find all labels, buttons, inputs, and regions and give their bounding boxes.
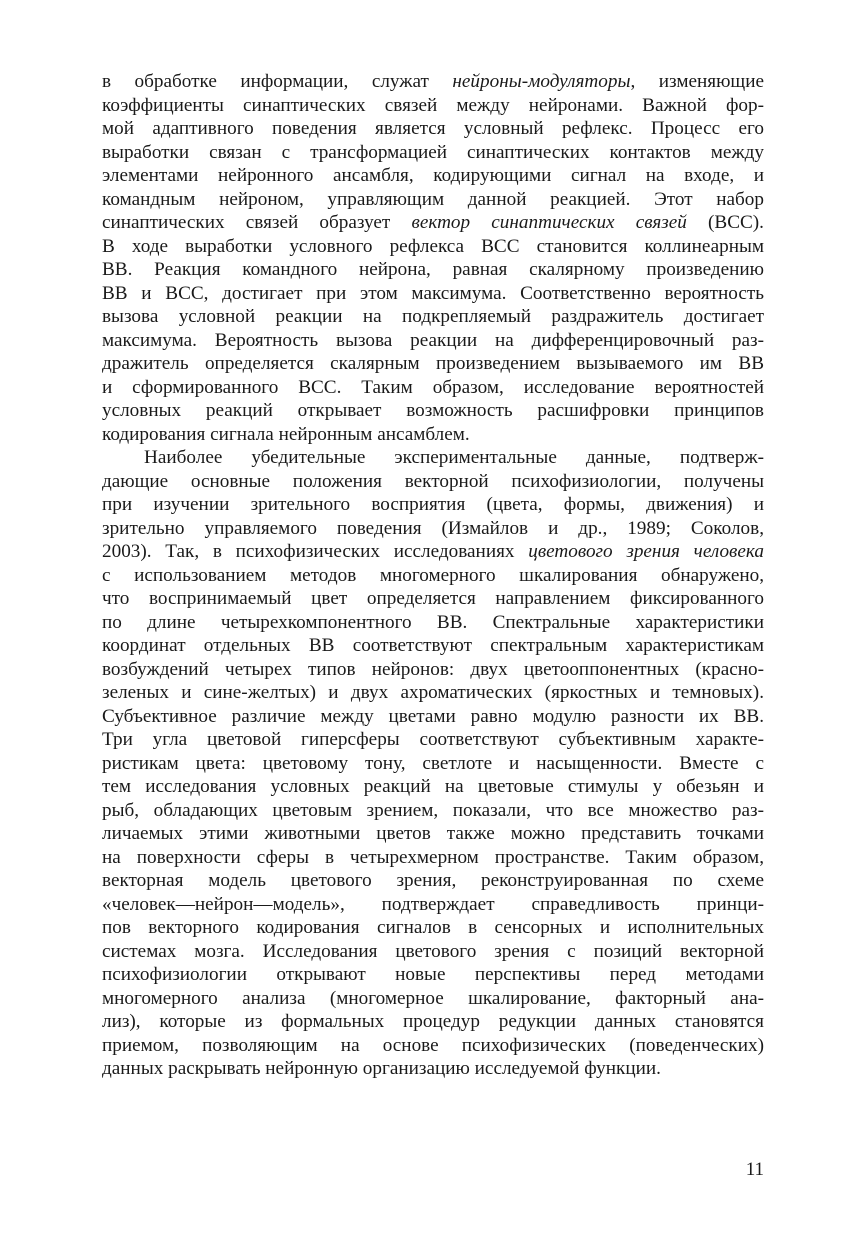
- text-line: [102, 399, 764, 423]
- text-line: [102, 305, 764, 329]
- text-line: [102, 822, 764, 846]
- text-line: [102, 517, 764, 541]
- text-segment: при изучении зрительного восприятия (цвета, формы, движения) и: [102, 494, 764, 515]
- text-line: [102, 1010, 764, 1034]
- text-segment: координат отдельных ВВ соответствуют спектральным характеристикам: [102, 635, 764, 656]
- page-body: [102, 70, 764, 1081]
- text-segment: рыб, обладающих цветовым зрением, показали, что все множество раз-: [102, 799, 764, 821]
- text-segment: ристикам цвета: цветовому тону, светлоте и насыщенности. Вместе с: [102, 752, 764, 774]
- text-segment: дражитель определяется скалярным произведением вызываемого им ВВ: [102, 353, 764, 374]
- text-line: [102, 164, 764, 188]
- text-segment: в обработке информации, служат: [102, 71, 453, 92]
- text-line: [102, 141, 764, 165]
- text-segment: системах мозга. Исследования цветового зрения с позиций векторной: [102, 940, 764, 962]
- text-segment: тем исследования условных реакций на цветовые стимулы у обезьян и: [102, 776, 764, 797]
- text-segment: векторная модель цветового зрения, реконструированная по схеме: [102, 870, 764, 891]
- text-segment: зеленых и сине-желтых) и двух ахроматических (яркостных и темновых).: [102, 682, 764, 703]
- text-segment: кодирования сигнала нейронным ансамблем.: [102, 423, 470, 445]
- text-line: [102, 587, 764, 611]
- text-segment: приемом, позволяющим на основе психофизических (поведенческих): [102, 1034, 764, 1056]
- text-line: [102, 211, 764, 235]
- text-line: [102, 540, 764, 564]
- text-segment: зрительно управляемого поведения (Измайлов и др., 1989; Соколов,: [102, 517, 764, 539]
- text-segment: выработки связан с трансформацией синаптических контактов между: [102, 141, 764, 163]
- text-segment: 2003). Так, в психофизических исследованиях: [102, 541, 529, 562]
- text-line: [102, 235, 764, 259]
- italic-term: вектор синаптических связей: [411, 212, 687, 233]
- text-line: [102, 799, 764, 823]
- text-line: [102, 963, 764, 987]
- text-line: [102, 916, 764, 940]
- text-line: [102, 940, 764, 964]
- text-segment: пов векторного кодирования сигналов в сенсорных и исполнительных: [102, 917, 764, 938]
- text-line: [102, 258, 764, 282]
- text-segment: с использованием методов многомерного шкалирования обнаружено,: [102, 564, 764, 586]
- text-line: [102, 775, 764, 799]
- text-segment: лиз), которые из формальных процедур редукции данных становятся: [102, 1011, 764, 1032]
- page-number: 11: [745, 1159, 764, 1180]
- text-line: [102, 446, 764, 470]
- text-segment: мой адаптивного поведения является условный рефлекс. Процесс его: [102, 118, 764, 139]
- text-line: [102, 352, 764, 376]
- text-line: [102, 728, 764, 752]
- text-segment: данных раскрывать нейронную организацию исследуемой функции.: [102, 1058, 661, 1079]
- text-segment: по длине четырехкомпонентного ВВ. Спектральные характеристики: [102, 611, 764, 633]
- text-line: [102, 493, 764, 517]
- text-segment: на поверхности сферы в четырехмерном пространстве. Таким образом,: [102, 846, 764, 868]
- text-segment: элементами нейронного ансамбля, кодирующими сигнал на входе, и: [102, 165, 764, 186]
- text-segment: вызова условной реакции на подкрепляемый раздражитель достигает: [102, 306, 764, 327]
- text-line: [102, 1057, 764, 1081]
- text-segment: психофизиологии открывают новые перспективы перед методами: [102, 964, 764, 985]
- text-segment: максимума. Вероятность вызова реакции на дифференцировочный раз-: [102, 329, 764, 351]
- text-line: [102, 117, 764, 141]
- text-line: [102, 94, 764, 118]
- text-line: [102, 987, 764, 1011]
- text-segment: многомерного анализа (многомерное шкалирование, факторный ана-: [102, 987, 764, 1009]
- text-line: [102, 752, 764, 776]
- text-segment: командным нейроном, управляющим данной реакцией. Этот набор: [102, 188, 764, 210]
- text-segment: дающие основные положения векторной психофизиологии, получены: [102, 470, 764, 492]
- text-line: [102, 705, 764, 729]
- text-line: [102, 70, 764, 94]
- text-line: [102, 376, 764, 400]
- text-segment: и сформированного ВСС. Таким образом, исследование вероятностей: [102, 376, 764, 398]
- text-line: [102, 869, 764, 893]
- text-line: [102, 1034, 764, 1058]
- text-line: [102, 658, 764, 682]
- text-line: [102, 846, 764, 870]
- text-line: [102, 634, 764, 658]
- text-line: [102, 564, 764, 588]
- text-segment: Субъективное различие между цветами равно модулю разности их ВВ.: [102, 705, 764, 727]
- text-segment: что воспринимаемый цвет определяется направлением фиксированного: [102, 588, 764, 609]
- text-segment: ВВ и ВСС, достигает при этом максимума. Соответственно вероятность: [102, 282, 764, 304]
- text-line: [102, 893, 764, 917]
- text-segment: Три угла цветовой гиперсферы соответствуют субъективным характе-: [102, 729, 764, 750]
- italic-term: цветового зрения человека: [528, 541, 764, 562]
- text-segment: личаемых этими животными цветов также можно представить точками: [102, 823, 764, 844]
- text-segment: возбуждений четырех типов нейронов: двух цветооппонентных (красно-: [102, 658, 764, 680]
- text-segment: (ВСС).: [686, 212, 764, 233]
- text-segment: «человек—нейрон—модель», подтверждает справедливость принци-: [102, 893, 764, 915]
- text-line: [102, 282, 764, 306]
- text-segment: Наиболее убедительные экспериментальные данные, подтверж-: [144, 447, 764, 468]
- text-line: [102, 681, 764, 705]
- text-line: [102, 188, 764, 212]
- italic-term: нейроны-модуляторы: [452, 71, 631, 92]
- text-segment: В ходе выработки условного рефлекса ВСС становится коллинеарным: [102, 235, 764, 257]
- text-line: [102, 611, 764, 635]
- text-line: [102, 470, 764, 494]
- text-segment: условных реакций открывает возможность расшифровки принципов: [102, 400, 764, 421]
- text-segment: коэффициенты синаптических связей между нейронами. Важной фор-: [102, 94, 764, 116]
- text-line: [102, 423, 764, 447]
- text-line: [102, 329, 764, 353]
- text-segment: ВВ. Реакция командного нейрона, равная скалярному произведению: [102, 259, 764, 280]
- text-segment: , изменяющие: [630, 71, 764, 92]
- text-segment: синаптических связей образует: [102, 212, 412, 233]
